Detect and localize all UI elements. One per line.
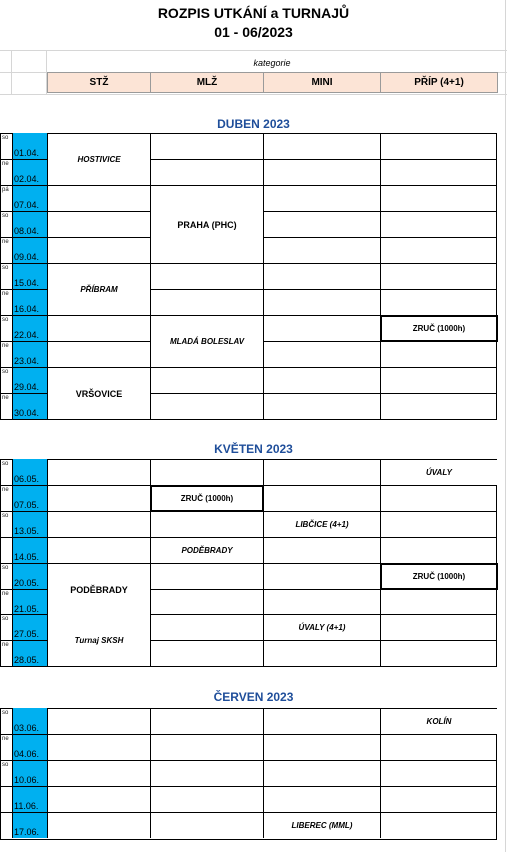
row-border [0, 786, 497, 787]
weekday-label: pá [2, 187, 9, 193]
event-cell[interactable]: PODĚBRADY [48, 564, 150, 615]
weekday-label: ne [2, 642, 9, 648]
category-label: kategorie [253, 58, 291, 68]
weekday-label: so [2, 513, 9, 519]
cell-border [263, 133, 264, 419]
date-cell[interactable]: 06.05. [14, 474, 40, 484]
row-border [0, 760, 497, 761]
weekday-label: so [2, 135, 9, 141]
date-cell[interactable]: 01.04. [14, 148, 40, 158]
event-cell[interactable]: MLADÁ BOLESLAV [151, 316, 263, 367]
grid-line [0, 94, 507, 95]
date-cell[interactable]: 02.04. [14, 174, 40, 184]
event-cell[interactable]: LIBČICE (4+1) [264, 512, 380, 537]
cell-border [380, 133, 381, 419]
weekday-label: ne [2, 161, 9, 167]
event-cell[interactable]: KOLÍN [381, 709, 497, 734]
column-header: STŽ [47, 72, 151, 93]
date-cell[interactable]: 23.04. [14, 356, 40, 366]
page-title: ROZPIS UTKÁNÍ a TURNAJŮ [157, 5, 350, 21]
cell-border [150, 133, 151, 419]
weekday-label: ne [2, 343, 9, 349]
date-cell[interactable]: 22.04. [14, 330, 40, 340]
weekday-label: so [2, 461, 9, 467]
column-header: MLŽ [150, 72, 264, 93]
date-cell[interactable]: 11.06. [14, 801, 39, 811]
event-cell[interactable]: LIBEREC (MML) [264, 813, 380, 838]
event-cell[interactable]: ZRUČ (1000h) [380, 315, 498, 342]
event-cell[interactable]: HOSTIVICE [48, 134, 150, 185]
date-cell[interactable]: 03.06. [14, 723, 40, 733]
period-title: 01 - 06/2023 [214, 24, 293, 40]
date-cell[interactable]: 04.06. [14, 749, 40, 759]
date-cell[interactable]: 10.06. [14, 775, 40, 785]
weekday-label: so [2, 369, 9, 375]
cell-border [47, 708, 48, 838]
weekday-label: so [2, 565, 9, 571]
date-cell[interactable]: 28.05. [14, 655, 40, 665]
date-cell[interactable]: 29.04. [14, 382, 40, 392]
date-cell[interactable]: 16.04. [14, 304, 40, 314]
cell-border [150, 708, 151, 838]
event-cell[interactable]: PRAHA (PHC) [151, 186, 263, 263]
weekday-label: ne [2, 395, 9, 401]
weekday-label: ne [2, 291, 9, 297]
weekday-label: ne [2, 736, 9, 742]
weekday-label: so [2, 710, 9, 716]
date-cell[interactable]: 07.05. [14, 500, 40, 510]
month-title: DUBEN 2023 [217, 117, 290, 131]
date-cell[interactable]: 07.04. [14, 200, 40, 210]
date-cell[interactable]: 15.04. [14, 278, 40, 288]
event-cell[interactable]: ZRUČ (1000h) [150, 485, 264, 512]
weekday-label: so [2, 317, 9, 323]
event-cell[interactable]: PODĚBRADY [151, 538, 263, 563]
weekday-label: ne [2, 239, 9, 245]
date-cell[interactable]: 09.04. [14, 252, 40, 262]
weekday-label: so [2, 213, 9, 219]
weekday-label: ne [2, 487, 9, 493]
event-cell[interactable]: Turnaj SKSH [48, 615, 150, 666]
weekday-label: so [2, 762, 9, 768]
weekday-label: so [2, 265, 9, 271]
event-cell[interactable]: ÚVALY [381, 460, 497, 485]
event-cell[interactable]: ÚVALY (4+1) [264, 615, 380, 640]
column-header: PŘÍP (4+1) [380, 72, 498, 93]
row-border [0, 734, 497, 735]
row-border [0, 812, 497, 813]
grid-line [0, 50, 507, 51]
column-header: MINI [263, 72, 381, 93]
date-cell[interactable]: 27.05. [14, 629, 40, 639]
date-cell[interactable]: 13.05. [14, 526, 40, 536]
date-cell[interactable]: 30.04. [14, 408, 40, 418]
month-title: ČERVEN 2023 [213, 690, 294, 704]
date-cell[interactable]: 20.05. [14, 578, 40, 588]
weekday-label: so [2, 616, 9, 622]
date-cell[interactable]: 21.05. [14, 604, 40, 614]
date-cell[interactable]: 17.06. [14, 827, 40, 837]
event-cell[interactable]: VRŠOVICE [48, 368, 150, 419]
event-cell[interactable]: ZRUČ (1000h) [380, 563, 498, 590]
event-cell[interactable]: PŘÍBRAM [48, 264, 150, 315]
date-cell[interactable]: 14.05. [14, 552, 40, 562]
date-cell[interactable]: 08.04. [14, 226, 40, 236]
month-title: KVĚTEN 2023 [214, 442, 293, 456]
weekday-label: ne [2, 591, 9, 597]
